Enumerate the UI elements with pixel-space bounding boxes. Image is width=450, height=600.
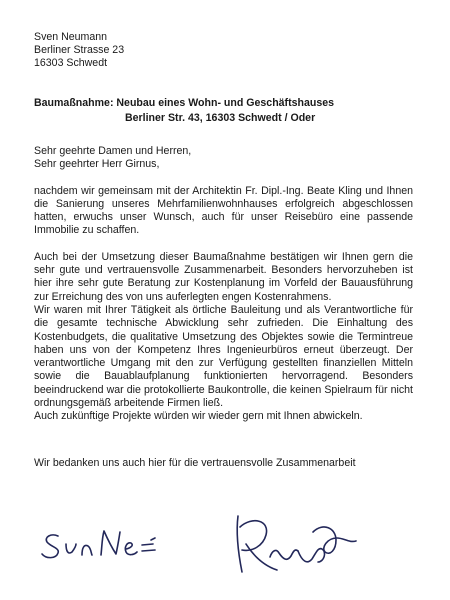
closing-line: Wir bedanken uns auch hier für die vertrauensvolle Zusammenarbeit	[34, 457, 356, 469]
paragraph-2: Auch bei der Umsetzung dieser Baumaßnahme bestätigen wir Ihnen gern die sehr gute und vertrauensvolle Zusammenarbeit. Besonders hervorzuheben ist hier ihre sehr gute Beratung zur Kostenplanung im Vorfeld der Bauausführung zur Erreichung des von uns auferlegten engen Kostenrahmens.	[34, 250, 413, 303]
sender-city: 16303 Schwedt	[34, 57, 108, 70]
paragraph-4: Auch zukünftige Projekte würden wir wieder gern mit Ihnen abwickeln.	[34, 410, 363, 423]
signature-right-icon	[237, 516, 356, 572]
sender-name: Sven Neumann	[34, 31, 108, 43]
salutation-1: Sehr geehrte Damen und Herren,	[34, 145, 192, 157]
subject-line-1: Baumaßnahme: Neubau eines Wohn- und Geschäftshauses	[34, 97, 335, 109]
sender-street: Berliner Strasse 23	[34, 44, 125, 57]
salutation-2: Sehr geehrter Herr Girnus,	[34, 158, 160, 171]
subject-line-2: Berliner Str. 43, 16303 Schwedt / Oder	[125, 111, 316, 124]
paragraph-3: Wir waren mit Ihrer Tätigkeit als örtliche Bauleitung und als Verantwortliche für die gesamte technische Abwicklung sehr zufrieden. Die Einhaltung des Kostenbudgets, die qualitative Umsetzung des Objektes sowie die Termintreue haben uns von der Kompetenz Ihres Ingenieurbüros erneut überzeugt. Der verantwortliche Umgang mit den zur Verfügung gestellten finanziellen Mitteln sowie die Bauablaufplanung funktionierten hervorragend. Besonders beeindruckend war die protokollierte Baukontrolle, die keinen Spielraum für nicht ordnungsgemäß arbeitende Firmen ließ.	[34, 303, 413, 410]
paragraph-1: nachdem wir gemeinsam mit der Architektin Fr. Dipl.-Ing. Beate Kling und Ihnen die Sanierung unseres Mehrfamilienwohnhauses erfolgreich abgeschlossen hatten, erwuchs unser Wunsch, auch für unser Reisebüro eine passende Immobilie zu schaffen.	[34, 184, 413, 237]
signature-left-icon	[42, 531, 155, 558]
